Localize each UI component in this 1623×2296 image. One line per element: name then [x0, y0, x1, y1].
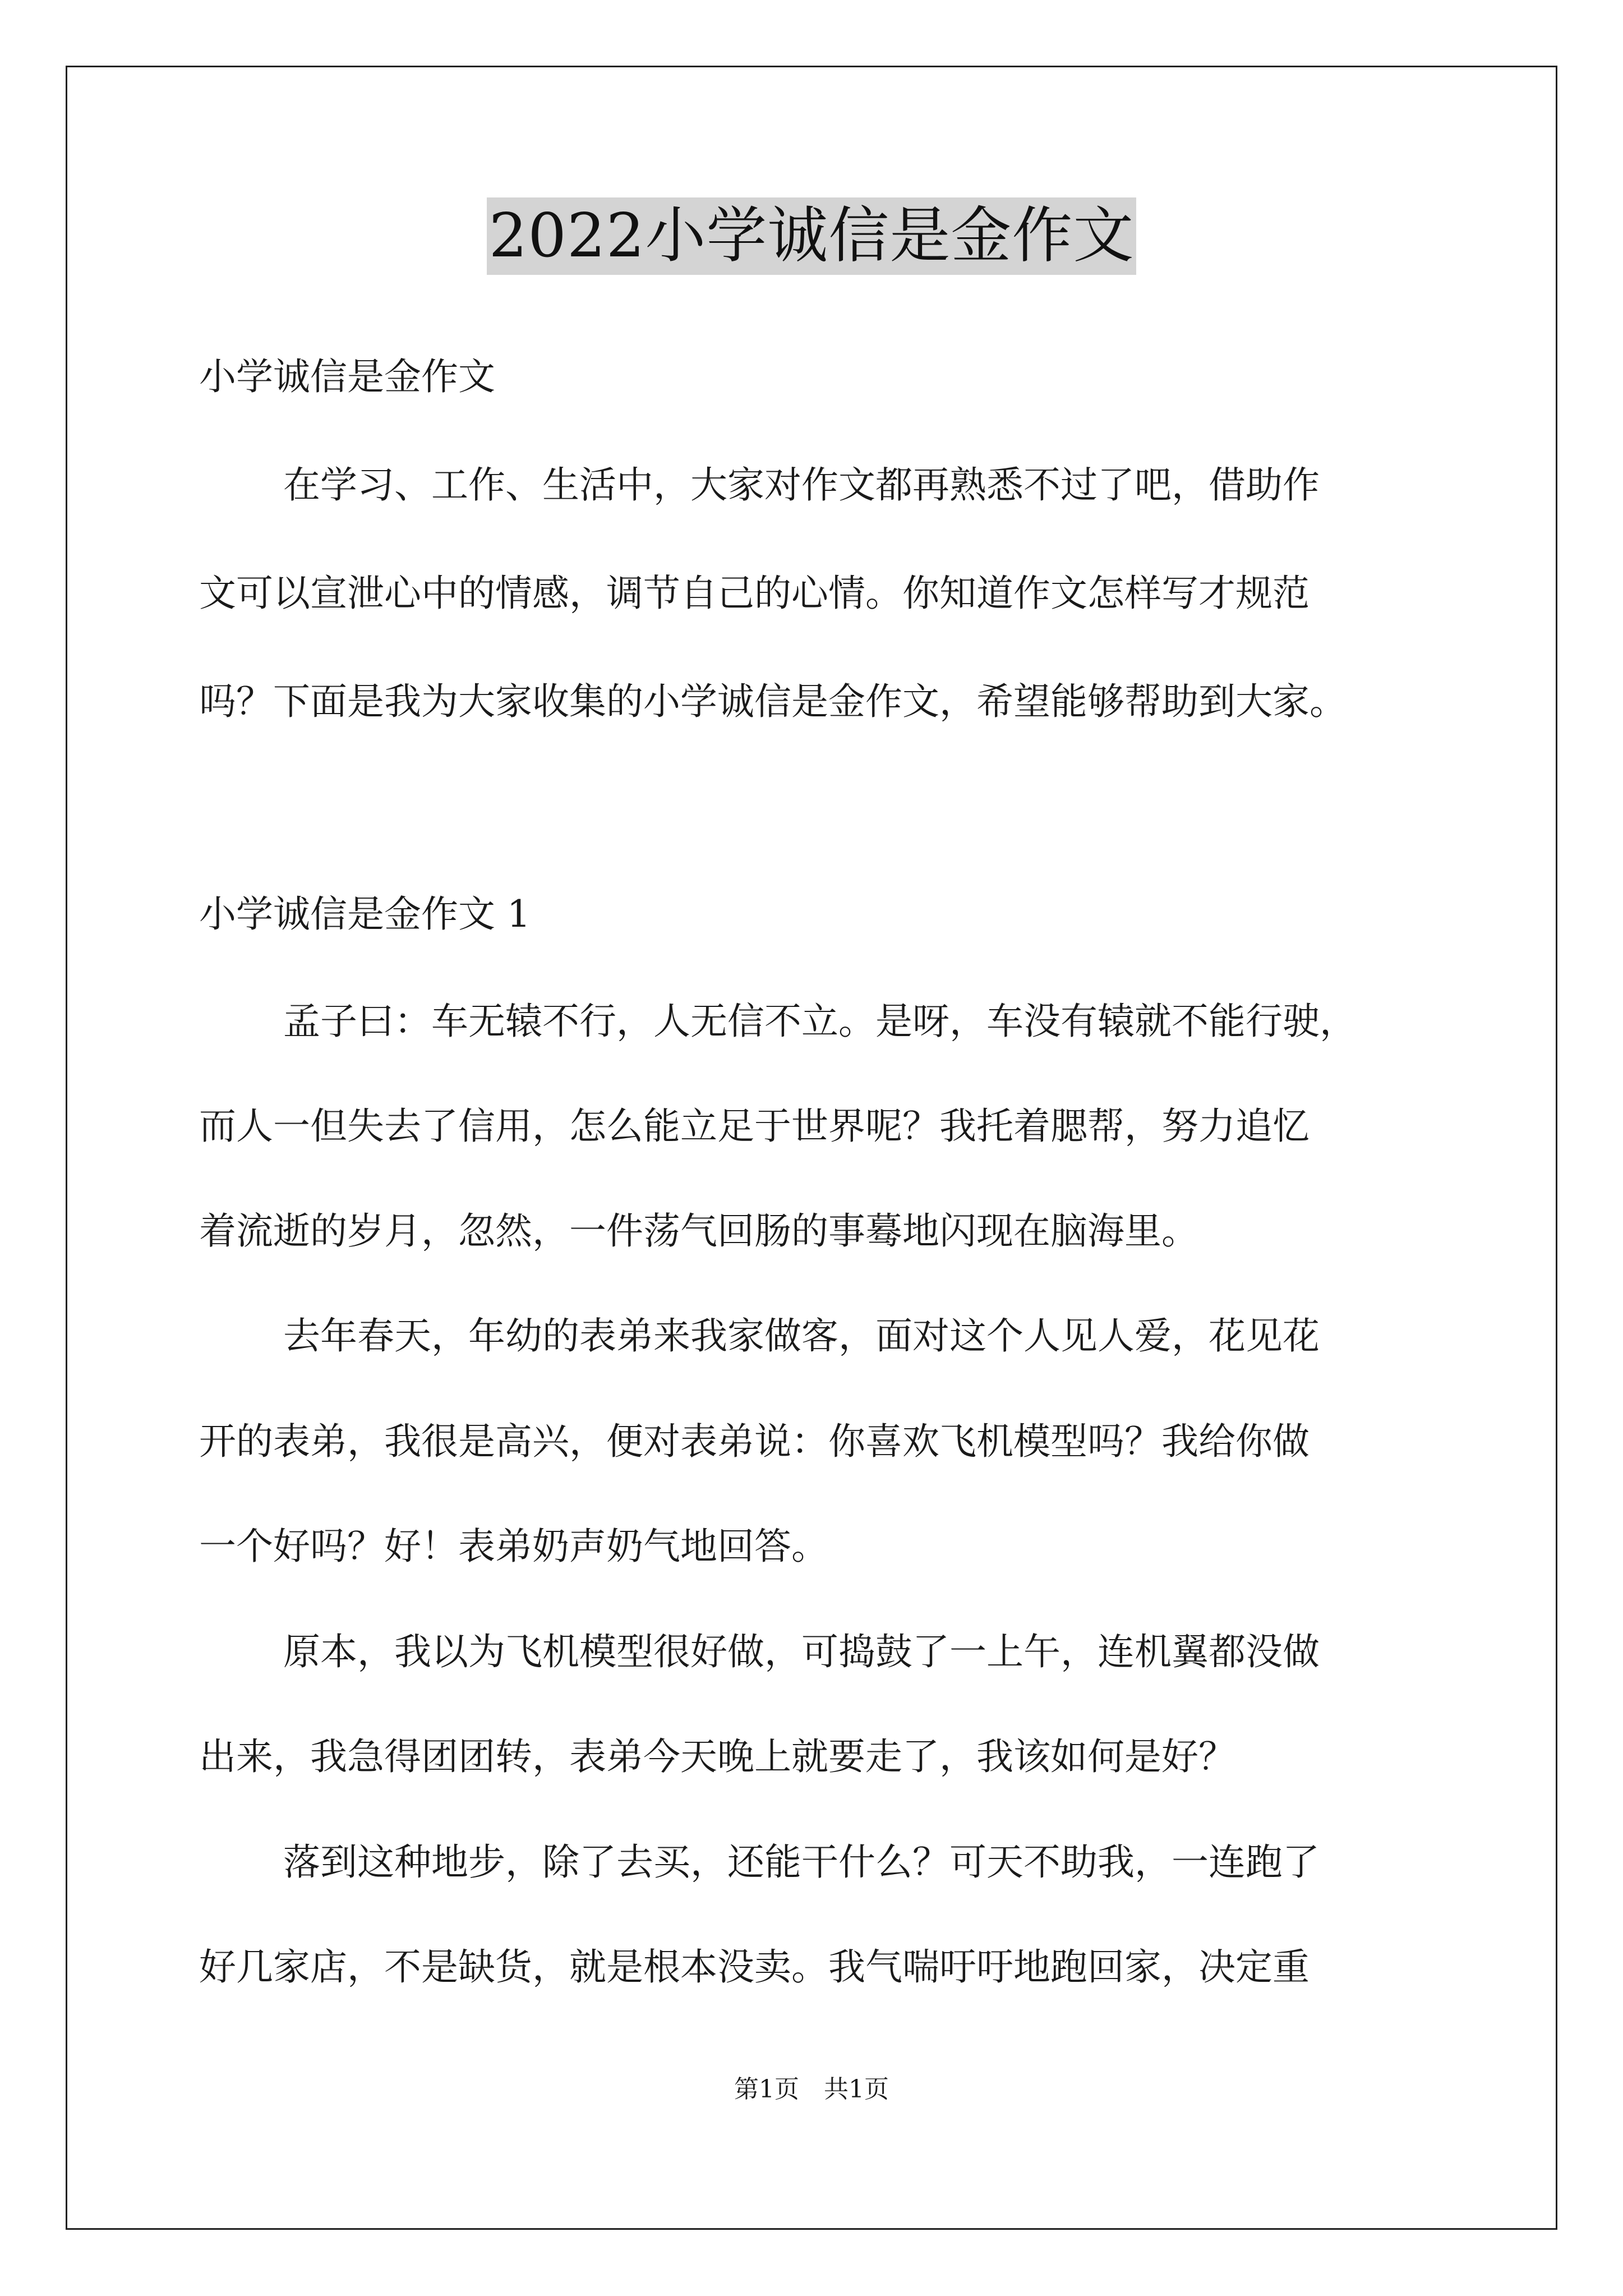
- paragraph-line: 好几家店，不是缺货，就是根本没卖。我气喘吁吁地跑回家，决定重: [199, 1945, 1310, 1989]
- section-heading-intro: 小学诚信是金作文: [199, 355, 495, 398]
- paragraph-line: 原本，我以为飞机模型很好做，可捣鼓了一上午，连机翼都没做: [283, 1630, 1320, 1673]
- page-footer: [0, 2074, 1623, 2105]
- page-number: 第1页: [734, 2075, 799, 2104]
- paragraph-line: 孟子曰：车无辕不行，人无信不立。是呀，车没有辕就不能行驶，: [283, 1000, 1357, 1043]
- paragraph-line: 而人一但失去了信用，怎么能立足于世界呢？我托着腮帮，努力追忆: [199, 1105, 1310, 1148]
- page-total: 共1页: [824, 2075, 889, 2104]
- document-title: 2022小学诚信是金作文: [487, 197, 1137, 275]
- paragraph-line: 在学习、工作、生活中，大家对作文都再熟悉不过了吧，借助作: [283, 463, 1320, 507]
- paragraph-line: 落到这种地步，除了去买，还能干什么？可天不助我，一连跑了: [283, 1841, 1320, 1884]
- paragraph-line: 吗？下面是我为大家收集的小学诚信是金作文，希望能够帮助到大家。: [199, 680, 1347, 723]
- paragraph-line: 去年春天，年幼的表弟来我家做客，面对这个人见人爱，花见花: [283, 1314, 1320, 1358]
- paragraph-line: 一个好吗？好！表弟奶声奶气地回答。: [199, 1525, 828, 1568]
- title-container: [0, 197, 1623, 275]
- section-heading-essay-1: 小学诚信是金作文 1: [199, 892, 531, 936]
- paragraph-line: 出来，我急得团团转，表弟今天晚上就要走了，我该如何是好？: [199, 1735, 1235, 1778]
- paragraph-line: 着流逝的岁月，忽然，一件荡气回肠的事蓦地闪现在脑海里。: [199, 1209, 1198, 1253]
- paragraph-line: 开的表弟，我很是高兴，便对表弟说：你喜欢飞机模型吗？我给你做: [199, 1420, 1310, 1463]
- paragraph-line: 文可以宣泄心中的情感，调节自己的心情。你知道作文怎样写才规范: [199, 572, 1310, 615]
